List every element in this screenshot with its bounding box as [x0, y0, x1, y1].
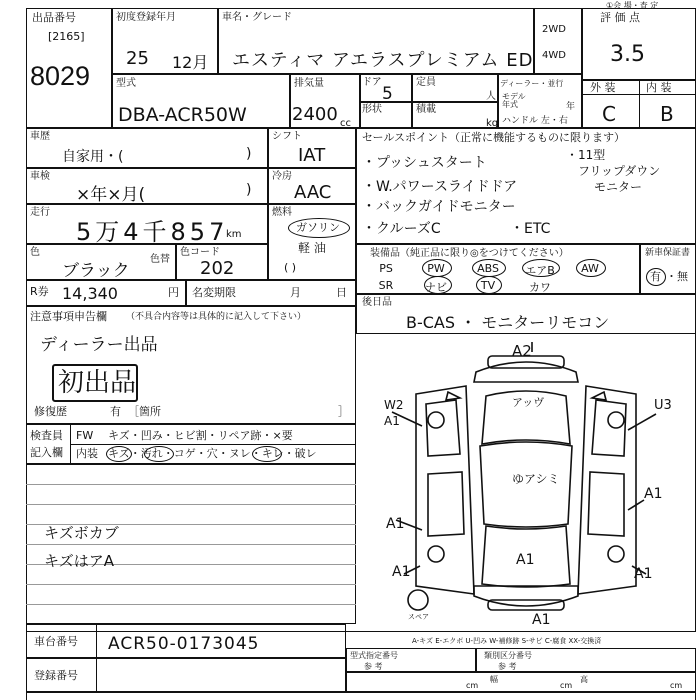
expire-label: 名変期限	[192, 286, 236, 299]
doors-label: ドア	[362, 77, 382, 88]
interior-label: 内 装	[646, 81, 672, 94]
capacity-label: 定員	[416, 77, 436, 88]
diagram-mark: A2	[512, 342, 532, 360]
expire-month: 月	[290, 286, 301, 299]
diagram-mark: A1	[516, 552, 535, 568]
spare-label: スペア	[408, 613, 429, 621]
sales-item: ・プッシュスタート	[362, 155, 487, 171]
color-swap-label: 色替	[150, 254, 170, 265]
equip-circle-navi	[424, 276, 452, 294]
load-label: 積載	[416, 104, 436, 115]
inspector-note-1: キズボカブ	[44, 524, 119, 542]
repair-close: ］	[338, 405, 349, 418]
equipment-label: 装備品（純正品に限り◎をつけてください）	[370, 248, 569, 259]
expire-day: 日	[336, 286, 347, 299]
class-ref: 参 考	[498, 662, 517, 671]
repair-has: 有	[110, 405, 121, 418]
sales-item: フリップダウン	[578, 164, 661, 178]
first-reg-year: 25	[126, 48, 149, 69]
diagram-mark: A1	[392, 564, 411, 580]
fuel-alt: 軽 油	[298, 241, 326, 255]
diagram-mark: A1	[386, 516, 405, 532]
inspector-label-1: 検査員	[30, 429, 63, 442]
inspection-value: ×年×月(	[76, 185, 146, 205]
equip-chip: ABS	[477, 262, 499, 275]
repair-label: 修復歴	[34, 405, 67, 418]
color-code-label: 色コード	[180, 247, 220, 258]
int-circle-nure	[252, 446, 282, 462]
fw-label: FW	[76, 429, 94, 442]
shift-value: IAT	[298, 145, 326, 166]
fw-items: キズ・凹み・ヒビ割・リペア跡・×要	[108, 429, 293, 442]
first-reg-label: 初度登録年月	[116, 12, 176, 23]
lot-number: 8029	[30, 61, 91, 91]
class-label: 類別区分番号	[484, 651, 532, 660]
displacement-unit: cc	[340, 118, 351, 129]
sales-points-label: セールスポイント（正常に機能するものに限ります）	[362, 131, 626, 144]
warranty-none: ・無	[666, 270, 688, 283]
equip-chip: PS	[379, 262, 393, 275]
equip-chip: エアB	[525, 264, 555, 277]
exterior-label: 外 装	[590, 81, 616, 94]
dimension-row	[346, 672, 696, 692]
diagram-mark: A1	[532, 612, 551, 628]
ac-value: AAC	[294, 182, 332, 203]
rule-line	[26, 584, 356, 585]
inspection-cell	[26, 168, 268, 204]
r-label: R券	[30, 285, 49, 298]
rule-line	[26, 604, 356, 605]
drive-4wd: 4WD	[542, 50, 566, 61]
displacement-label: 排気量	[294, 78, 324, 89]
height-label: 高	[580, 675, 588, 684]
equip-circle-aw	[576, 259, 606, 277]
chassis-value: ACR50-0173045	[108, 634, 260, 654]
doors-value: 5	[382, 84, 393, 104]
history-paren: )	[246, 146, 252, 162]
warranty-has: 有	[650, 270, 661, 283]
sales-item: ・クルーズC	[362, 221, 441, 237]
damage-legend: A-キズ E-エクボ U-凹み W-補修跡 S-サビ C-腐食 XX-交換済	[412, 637, 602, 645]
mileage-value: 5万4千857	[76, 218, 229, 246]
sales-item: モニター	[594, 180, 643, 194]
mileage-label: 走行	[30, 207, 50, 218]
type-designation-ref: 参 考	[364, 662, 383, 671]
rule-line	[26, 544, 356, 545]
inspector-note-2: キズはアA	[44, 552, 114, 570]
chassis-label: 車台番号	[34, 635, 78, 648]
repair-place: ［箇所	[128, 405, 161, 418]
model-year-label: モデル年式	[502, 92, 526, 109]
fuel-value: ガソリン	[296, 221, 340, 234]
notes-line1: ディーラー出品	[40, 335, 158, 355]
equip-chip: AW	[581, 262, 599, 275]
first-stamp-text: 初出品	[58, 368, 137, 398]
drive-2wd: 2WD	[542, 24, 566, 35]
sales-item: ・ETC	[510, 221, 551, 237]
lot-sub: [2165]	[48, 30, 85, 43]
mileage-unit: km	[226, 229, 242, 240]
score-label: 評 価 点	[600, 11, 640, 24]
length-unit: cm	[466, 681, 479, 690]
equip-circle-airb	[522, 259, 560, 277]
color-label: 色	[30, 247, 40, 258]
capacity-unit: 人	[486, 91, 496, 102]
diagram-mark: ゆアシミ	[512, 472, 560, 486]
fuel-label: 燃料	[272, 207, 292, 218]
color-code-value: 202	[200, 258, 235, 279]
width-label: 幅	[490, 675, 498, 684]
handle-label: ハンドル 左・右	[502, 116, 568, 126]
r-unit: 円	[168, 286, 179, 299]
int-items: キズ・汚れ・コゲ・穴・ヌレ・キレ・破レ	[108, 447, 317, 460]
equip-chip: TV	[480, 279, 496, 292]
height-unit: cm	[670, 681, 683, 690]
equip-chip: SR	[378, 279, 394, 292]
model-grade-value: エスティマ アエラスプレミアム ED	[232, 50, 534, 71]
int-circle-yogore	[144, 446, 174, 462]
rule-line	[26, 504, 356, 505]
score-value: 3.5	[610, 42, 645, 67]
fuel-paren: ( )	[284, 261, 297, 274]
model-grade-label: 車名・グレード	[222, 12, 292, 23]
load-unit: kg	[486, 118, 499, 129]
type-designation-label: 型式指定番号	[350, 651, 398, 660]
top-right-note: ①会 場・査 定	[606, 1, 659, 10]
int-circle-kizu	[106, 446, 132, 462]
sales-item: ・11型	[566, 148, 606, 162]
width-unit: cm	[560, 681, 573, 690]
divider	[70, 444, 356, 445]
model-year-unit: 年	[566, 102, 576, 112]
sales-item: ・W.パワースライドドア	[362, 179, 518, 195]
drive-cell	[534, 8, 582, 74]
inspector-label-2: 記入欄	[30, 446, 63, 459]
history-value: 自家用・(	[62, 149, 124, 165]
diagram-mark: A1	[634, 566, 653, 582]
after-value: B-CAS ・ モニターリモコン	[406, 313, 610, 332]
inspection-label: 車検	[30, 171, 50, 182]
divider	[639, 80, 640, 128]
dealer-label: ディーラー・並行	[500, 79, 564, 88]
type-label: 型式	[116, 78, 136, 89]
diagram-mark: A1	[384, 414, 400, 428]
first-reg-month: 12月	[172, 53, 209, 72]
shift-label: シフト	[272, 131, 302, 142]
equip-circle-tv	[476, 276, 502, 294]
notes-sub: （不具合内容等は具体的に記入して下さい）	[126, 312, 307, 322]
int-label: 内装	[76, 447, 98, 460]
shape-label: 形状	[362, 104, 382, 115]
diagram-mark: A1	[644, 486, 663, 502]
r-value: 14,340	[62, 284, 118, 303]
reg-label: 登録番号	[34, 669, 78, 682]
equip-chip: カワ	[529, 281, 551, 294]
equip-circle-pw	[422, 259, 452, 277]
interior-grade: B	[660, 102, 674, 126]
lot-label: 出品番号	[32, 11, 76, 24]
bottom-strip	[26, 692, 696, 700]
rule-line	[26, 484, 356, 485]
diagram-mark: アッヴ	[512, 396, 545, 409]
sales-item: ・バックガイドモニター	[362, 199, 516, 215]
color-value: ブラック	[62, 261, 130, 281]
diagram-mark: W2	[384, 398, 404, 412]
displacement-value: 2400	[292, 104, 338, 125]
equip-circle-abs	[472, 259, 506, 277]
type-value: DBA-ACR50W	[118, 104, 247, 126]
ac-label: 冷房	[272, 171, 292, 182]
equip-chip: ナビ	[425, 281, 447, 294]
warranty-label: 新車保証書	[645, 248, 691, 258]
equip-chip: PW	[427, 262, 445, 275]
diagram-mark: U3	[654, 398, 672, 413]
history-label: 車歴	[30, 131, 50, 142]
notes-label: 注意事項申告欄	[30, 310, 107, 323]
after-label: 後日品	[362, 297, 392, 308]
inspection-paren: )	[246, 182, 252, 198]
divider	[582, 94, 696, 95]
exterior-grade: C	[602, 102, 616, 126]
